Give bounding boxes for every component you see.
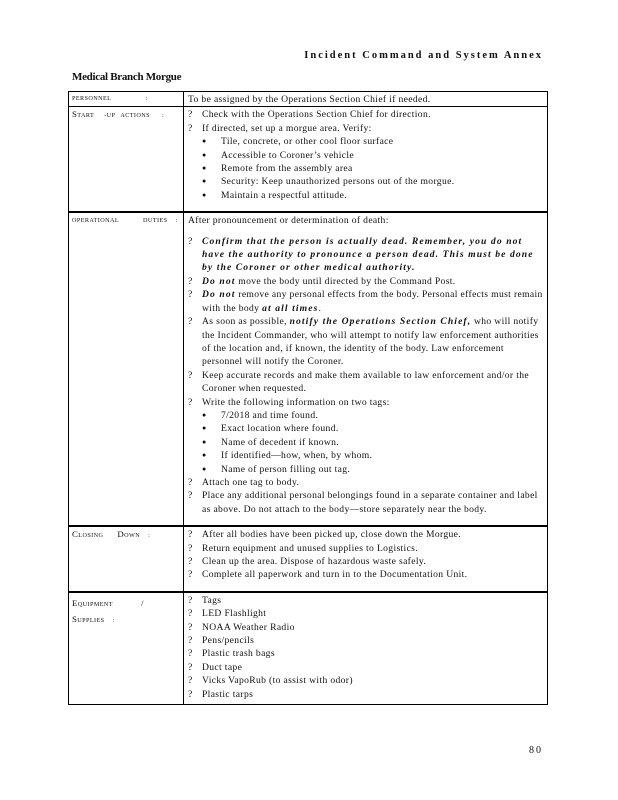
list-item: ? After all bodies have been picked up, close down the Morgue.	[188, 529, 461, 541]
list-item: ? NOAA Weather Radio	[188, 621, 295, 633]
section-subtitle: Medical Branch Morgue	[72, 71, 182, 83]
bullet-item: ● Name of person filling out tag.	[202, 463, 351, 475]
list-item: ? Keep accurate records and make them available to law enforcement and/or the Coroner when requested.	[188, 369, 529, 395]
bullet-item: ● Security: Keep unauthorized persons out of the morgue.	[202, 176, 455, 188]
operational-content-cell	[184, 212, 548, 526]
position-checklist-table	[68, 91, 548, 705]
list-item: ? Clean up the area. Dispose of hazardous waste safely.	[188, 556, 427, 567]
closing-content-cell	[184, 526, 548, 592]
page-number: 80	[529, 745, 543, 756]
list-item: ? Check with the Operations Section Chief for direction.	[188, 109, 431, 121]
bullet-item: ● Exact location where found.	[202, 423, 339, 435]
list-item: ? Tags	[188, 594, 222, 606]
closing-row	[69, 526, 548, 592]
bullet-item: ● Name of decedent if known.	[202, 436, 340, 448]
list-item: ? LED Flashlight	[188, 608, 267, 620]
operational-intro: After pronouncement or determination of death:	[188, 215, 389, 227]
list-item: ? Write the following information on two tags:	[188, 396, 390, 408]
list-item: ? Place any additional personal belongings found in a separate container and label as above. Do not attach to the body—store separately near the body.	[188, 490, 538, 515]
operational-label: OPERATIONAL DUTIES :	[72, 217, 178, 225]
personnel-text: To be assigned by the Operations Section Chief if needed.	[188, 94, 431, 105]
personnel-label: PERSONNEL	[72, 95, 112, 102]
personnel-label-cell: PERSONNEL :	[69, 92, 184, 107]
startup-row	[69, 107, 548, 212]
list-item: ? If directed, set up a morgue area. Verify:	[188, 122, 372, 134]
personnel-row	[69, 92, 548, 107]
closing-label: CLOSING DOWN :	[72, 529, 151, 540]
operational-row	[69, 212, 548, 526]
list-item: ? Do not move the body until directed by the Command Post.	[188, 275, 456, 287]
list-item: ? Plastic tarps	[188, 688, 254, 700]
list-item: ? Confirm that the person is actually dead. Remember, you do not have the authority to pronounce a person dead. This must be done by the Coroner or other medical authority.	[188, 235, 534, 274]
equipment-label-cell	[69, 592, 184, 705]
list-item: ? Return equipment and unused supplies to Logistics.	[188, 542, 419, 554]
personnel-content-cell	[184, 92, 548, 107]
list-item: ? Plastic trash bags	[188, 648, 275, 660]
list-item: ? Do not remove any personal effects from the body. Personal effects must remain with the body at all times.	[188, 289, 543, 314]
list-item: ? As soon as possible, notify the Operations Section Chief, who will notify the Incident Commander, who will attempt to notify law enforcement authorities of the location and, if known, the identity of the body. Law enforcement personnel will notify the Coroner.	[188, 316, 539, 368]
bullet-item: ● Tile, concrete, or other cool floor surface	[202, 136, 394, 148]
closing-label-cell	[69, 526, 184, 592]
list-item: ? Attach one tag to body.	[188, 476, 300, 488]
list-item: ? Vicks VapoRub (to assist with odor)	[188, 675, 353, 687]
startup-label: START -UP ACTIONS :	[72, 109, 165, 120]
equipment-label: EQUIPMENT / SUPPLIES :	[72, 597, 144, 624]
bullet-item: ● Remote from the assembly area	[202, 163, 353, 175]
document-header-title: Incident Command and System Annex	[304, 50, 543, 61]
equipment-row	[69, 592, 548, 705]
bullet-item: ● Maintain a respectful attitude.	[202, 189, 347, 201]
bullet-item: ● Accessible to Coroner’s vehicle	[202, 149, 354, 161]
operational-label-cell	[69, 212, 184, 526]
list-item: ? Complete all paperwork and turn in to the Documentation Unit.	[188, 569, 468, 581]
startup-label-cell	[69, 107, 184, 212]
list-item: ? Duct tape	[188, 661, 243, 673]
equipment-content-cell	[184, 592, 548, 705]
startup-content-cell	[184, 107, 548, 212]
bullet-item: ● 7/2018 and time found.	[202, 409, 319, 421]
bullet-item: ● If identified—how, when, by whom.	[202, 450, 373, 462]
list-item: ? Pens/pencils	[188, 635, 255, 647]
